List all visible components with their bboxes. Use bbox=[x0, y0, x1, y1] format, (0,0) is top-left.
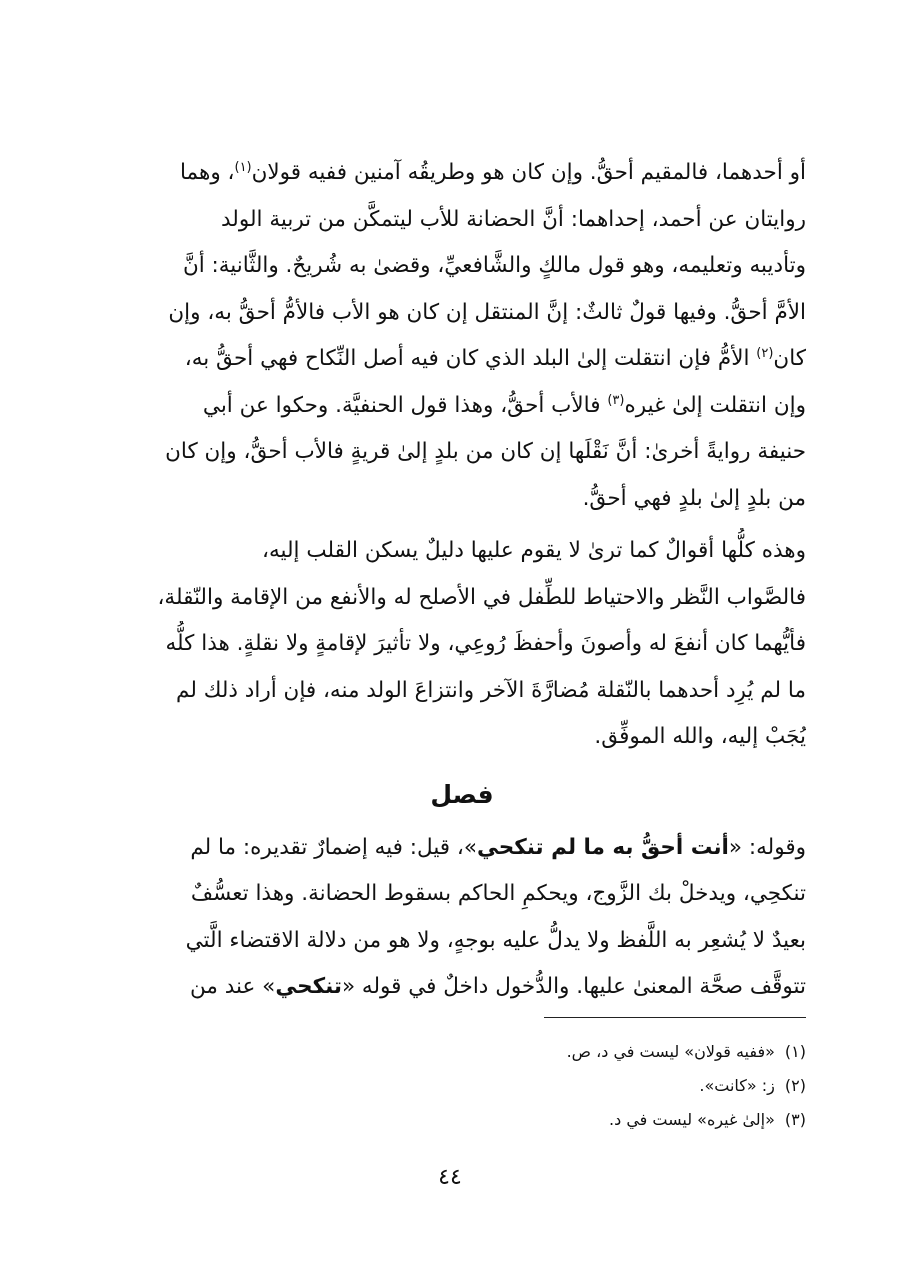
section-heading: فصل bbox=[430, 779, 494, 809]
text-line bbox=[118, 825, 806, 872]
text-line: وهذه كلُّها أقوالٌ كما ترىٰ لا يقوم عليها دليلٌ يسكن القلب إليه، bbox=[262, 538, 806, 563]
text-line: ما لم يُرِد أحدهما بالنّقلة مُضارَّةَ الآخر وانتزاعَ الولد منه، فإن أراد ذلك لم bbox=[176, 677, 806, 703]
text-line bbox=[118, 964, 806, 1011]
text-line bbox=[118, 150, 806, 197]
text-line: حنيفة روايةً أخرىٰ: أنَّ نَقْلَها إن كان من بلدٍ إلىٰ قريةٍ فالأب أحقُّ، وإن كان bbox=[165, 439, 806, 464]
text-run: وقوله: « bbox=[728, 834, 806, 860]
footnote-number: (٢) bbox=[784, 1076, 806, 1095]
text-line: تنكحِي، ويدخلْ بك الزَّوج، ويحكمِ الحاكم بسقوط الحضانة. وهذا تعسُّفٌ bbox=[190, 881, 806, 906]
text-run: فالأب أحقُّ، وهذا قول الحنفيَّة. وحكوا عن أبي bbox=[202, 392, 608, 418]
footnote-ref[interactable]: (١) bbox=[234, 159, 252, 175]
text-run: »، قيل: فيه إضمارٌ تقديره: ما لم bbox=[190, 834, 478, 860]
text-run: كان bbox=[773, 346, 806, 371]
footnote-separator bbox=[544, 1017, 806, 1018]
footnote-text: «ففيه قولان» ليست في د، ص. bbox=[566, 1042, 775, 1061]
text-line: الأمَّ أحقُّ. وفيها قولٌ ثالثٌ: إنَّ المنتقل إن كان هو الأب فالأمُّ أحقُّ به، وإن bbox=[168, 299, 806, 325]
paragraph-1 bbox=[118, 150, 806, 522]
page-body bbox=[118, 150, 806, 1230]
text-run: الأمُّ فإن انتقلت إلىٰ البلد الذي كان فيه أصل النِّكاح فهي أحقُّ به، bbox=[184, 346, 757, 371]
footnote bbox=[118, 1069, 806, 1103]
text-line: وتأديبه وتعليمه، وهو قول مالكٍ والشَّافعيِّ، وقضىٰ به شُريحٌ. والثَّانية: أنَّ bbox=[182, 253, 806, 278]
page-number: ٤٤ bbox=[438, 1165, 462, 1190]
footnote-ref[interactable]: (٢) bbox=[756, 345, 774, 361]
text-run: ، وهما bbox=[180, 160, 235, 185]
text-run: » عند من bbox=[190, 974, 276, 999]
paragraph-3 bbox=[118, 825, 806, 1011]
footnote-number: (٣) bbox=[784, 1110, 806, 1129]
text-line: فالصَّواب النَّظر والاحتياط للطِّفل في الأصلح له والأنفع من الإقامة والنّقلة، bbox=[157, 584, 806, 610]
footnote-ref[interactable]: (٣) bbox=[607, 392, 625, 408]
text-line bbox=[118, 336, 806, 383]
text-line: روايتان عن أحمد، إحداهما: أنَّ الحضانة للأب ليتمكَّن من تربية الولد bbox=[221, 206, 806, 232]
quoted-hadith: أنت أحقُّ به ما لم تنكحي bbox=[477, 834, 729, 860]
footnote bbox=[118, 1103, 806, 1137]
text-line: يُجَبْ إليه، والله الموفِّق. bbox=[594, 724, 806, 749]
text-line: بعيدٌ لا يُشعِر به اللَّفظ ولا يدلُّ عليه بوجهٍ، ولا هو من دلالة الاقتضاء الَّتي bbox=[185, 927, 806, 953]
paragraph-2 bbox=[118, 528, 806, 761]
text-run: أو أحدهما، فالمقيم أحقُّ. وإن كان هو وطريقُه آمنين ففيه قولان bbox=[251, 160, 806, 185]
text-run: وإن انتقلت إلىٰ غيره bbox=[624, 392, 806, 418]
text-line: فأيُّهما كان أنفعَ له وأصونَ وأحفظَ رُوعِي، ولا تأثيرَ لإقامةٍ ولا نقلةٍ. هذا كلُّه bbox=[165, 631, 806, 656]
text-run: تتوقَّف صحَّة المعنىٰ عليها. والدُّخول داخلٌ في قوله « bbox=[341, 974, 806, 999]
text-line bbox=[118, 383, 806, 430]
footnotes bbox=[118, 1035, 806, 1137]
footnote-text: ز: «كانت». bbox=[699, 1076, 775, 1095]
quoted-word: تنكحي bbox=[275, 974, 342, 999]
footnote-text: «إلىٰ غيره» ليست في د. bbox=[609, 1110, 775, 1129]
text-line: من بلدٍ إلىٰ بلدٍ فهي أحقُّ. bbox=[582, 485, 806, 511]
footnote bbox=[118, 1035, 806, 1069]
footnote-number: (١) bbox=[784, 1042, 806, 1061]
